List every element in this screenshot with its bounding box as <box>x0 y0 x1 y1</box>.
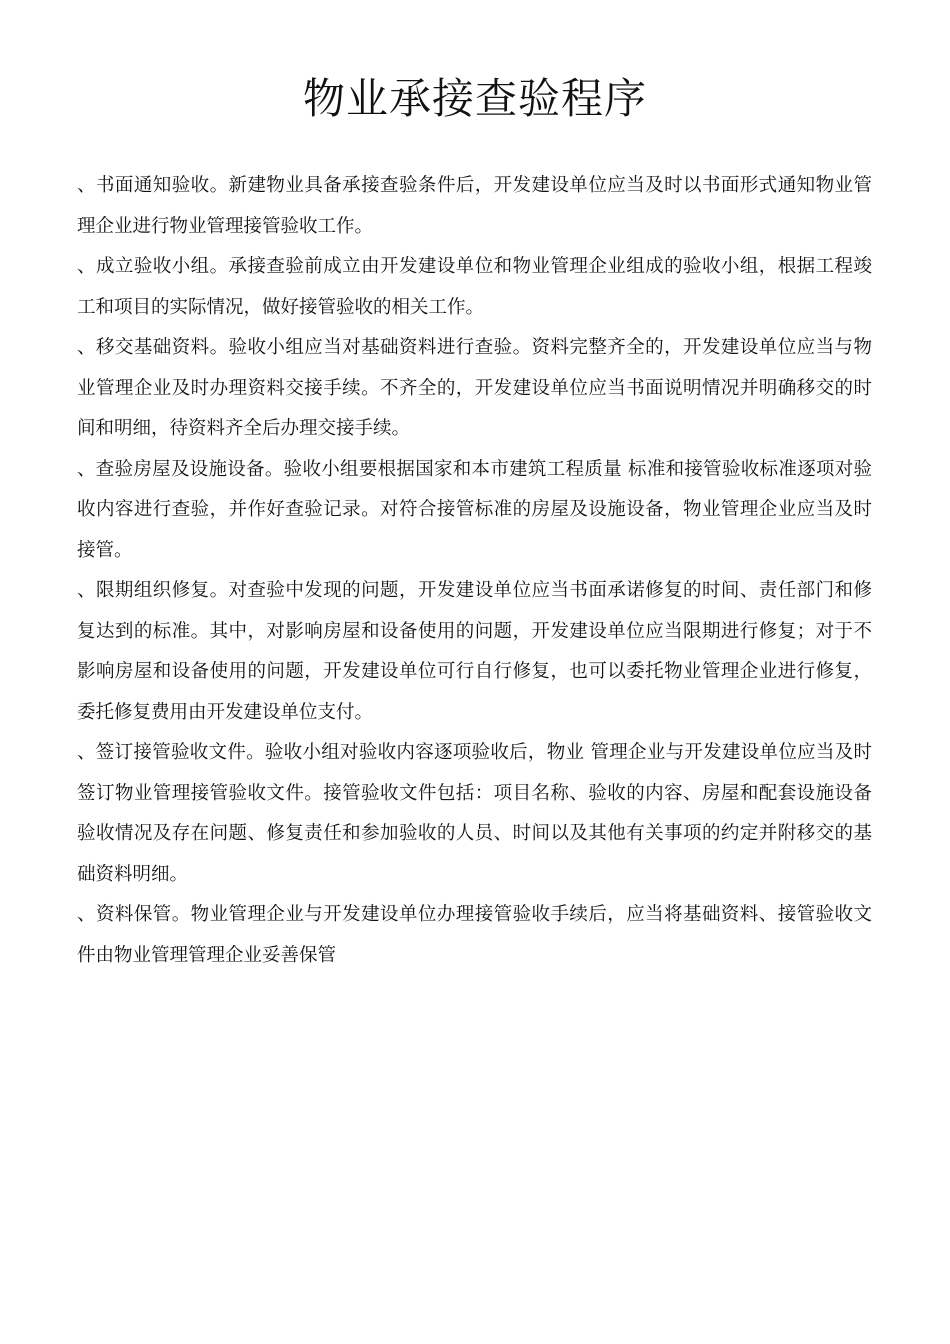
paragraph-sign-acceptance: 、签订接管验收文件。验收小组对验收内容逐项验收后，物业 管理企业与开发建设单位应当及时签订物业管理接管验收文件。接管验收文件包括：项目名称、验收的内容、房屋和配套设施设备验收情况及存在问题、修复责任和参加验收的人员、时间以及其他有关事项的约定并附移交的基础资料明细。 <box>77 742 872 885</box>
document-body <box>77 166 872 976</box>
paragraph-inspect-facilities: 、查验房屋及设施设备。验收小组要根据国家和本市建筑工程质量 标准和接管验收标准逐项对验收内容进行查验，并作好查验记录。对符合接管标准的房屋及设施设备，物业管理企业应当及时接管。 <box>77 458 872 561</box>
paragraph-written-notice: 、书面通知验收。新建物业具备承接查验条件后，开发建设单位应当及时以书面形式通知物业管理企业进行物业管理接管验收工作。 <box>77 175 872 237</box>
document-title: 物业承接查验程序 <box>302 74 647 123</box>
paragraph-records-custody: 、资料保管。物业管理企业与开发建设单位办理接管验收手续后，应当将基础资料、接管验收文件由物业管理管理企业妥善保管 <box>77 904 872 966</box>
paragraph-transfer-documents: 、移交基础资料。验收小组应当对基础资料进行查验。资料完整齐全的，开发建设单位应当与物业管理企业及时办理资料交接手续。不齐全的，开发建设单位应当书面说明情况并明确移交的时间和明细，待资料齐全后办理交接手续。 <box>77 337 872 439</box>
paragraph-inspection-team: 、成立验收小组。承接查验前成立由开发建设单位和物业管理企业组成的验收小组，根据工程竣工和项目的实际情况，做好接管验收的相关工作。 <box>77 256 872 318</box>
paragraph-repair-deadline: 、限期组织修复。对查验中发现的问题，开发建设单位应当书面承诺修复的时间、责任部门和修复达到的标准。其中，对影响房屋和设备使用的问题，开发建设单位应当限期进行修复；对于不影响房屋和设备使用的问题，开发建设单位可行自行修复，也可以委托物业管理企业进行修复，委托修复费用由开发建设单位支付。 <box>77 580 872 723</box>
